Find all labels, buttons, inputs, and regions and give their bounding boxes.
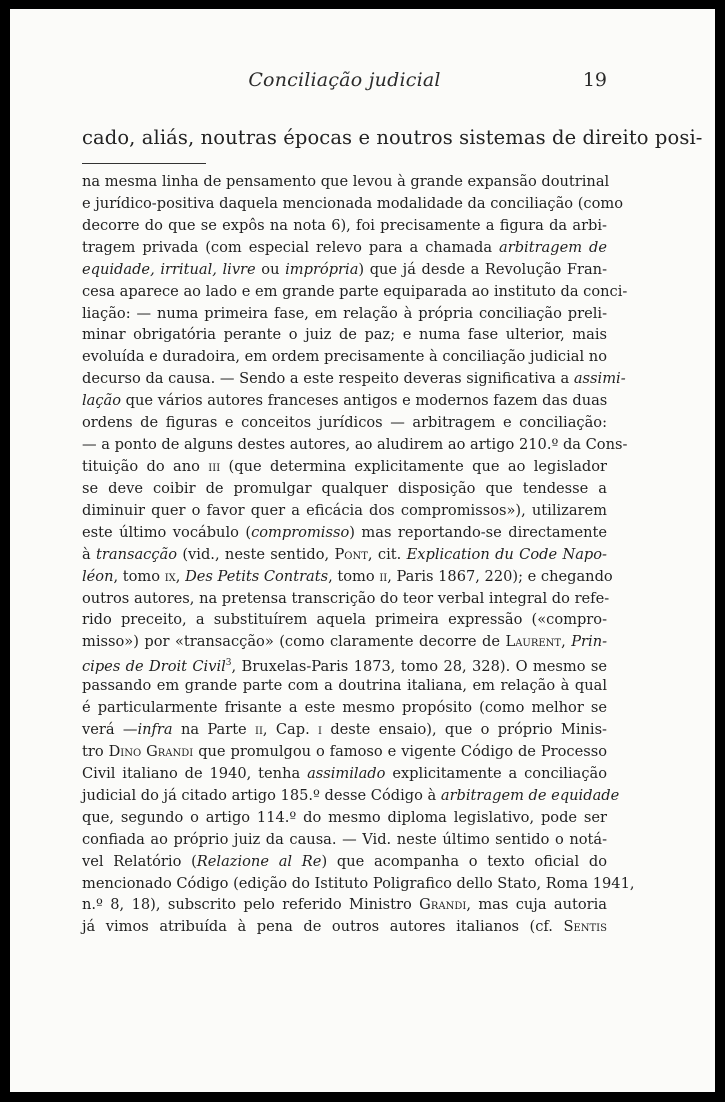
footnote-line: verá —infra na Parte ii, Cap. i deste ensaio), que o próprio Minis- (82, 721, 607, 739)
footnote-separator (82, 163, 206, 164)
footnote-line: léon, tomo ix, Des Petits Contrats, tomo ii, Paris 1867, 220); e chegando (82, 567, 613, 585)
footnote-line: rido preceito, a substituírem aquela primeira expressão («compro- (82, 611, 607, 629)
footnote-line: cipes de Droit Civil$^3$, Bruxelas-Paris 1873, tomo 28, 328). O mesmo se (82, 658, 607, 676)
main-text-line: cado, aliás, noutras épocas e noutros sistemas de direito posi- (82, 126, 703, 149)
footnote-line: na mesma linha de pensamento que levou à grande expansão doutrinal (82, 173, 610, 190)
footnote-line: outros autores, na pretensa transcrição do teor verbal integral do refe- (82, 589, 610, 607)
footnote-line: à transacção (vid., neste sentido, Pont, cit. Explication du Code Napo- (82, 545, 607, 563)
footnote-line: decurso da causa. — Sendo a este respeito deveras significativa a assimi- (82, 370, 626, 388)
book-page (10, 9, 715, 1092)
footnote-line: Civil italiano de 1940, tenha assimilado explicitamente a conciliação (82, 764, 608, 782)
running-head (82, 69, 607, 99)
footnote-line: passando em grande parte com a doutrina italiana, em relação à qual (82, 677, 607, 695)
footnote-line: n.º 8, 18), subscrito pelo referido Ministro Grandi, mas cuja autoria (82, 896, 607, 914)
footnote-line: este último vocábulo (compromisso) mas reportando-se directamente (82, 523, 607, 541)
footnote-line: já vimos atribuída à pena de outros autores italianos (cf. Sentis (82, 918, 607, 936)
footnote-line: se deve coibir de promulgar qualquer disposição que tendesse a (82, 479, 607, 497)
page-number: 19 (582, 69, 607, 91)
footnote-line: misso») por «transacção» (como claramente decorre de Laurent, Prin- (82, 633, 608, 651)
running-title: Conciliação judicial (248, 69, 441, 91)
footnote-line: tro Dino Grandi que promulgou o famoso e vigente Código de Processo (82, 742, 608, 760)
footnote-line: lação que vários autores franceses antigos e modernos fazem das duas (82, 392, 608, 410)
footnote-line: — a ponto de alguns destes autores, ao aludirem ao artigo 210.º da Cons- (82, 436, 628, 454)
footnote-line: judicial do já citado artigo 185.º desse Código à arbitragem de equidade (82, 786, 620, 804)
footnote-line: tituição do ano iii (que determina explicitamente que ao legislador (82, 457, 608, 475)
footnote-line: confiada ao próprio juiz da causa. — Vid. neste último sentido o notá- (82, 830, 607, 848)
footnote-line: equidade, irritual, livre ou imprópria) que já desde a Revolução Fran- (82, 260, 608, 278)
footnote-line: ordens de figuras e conceitos jurídicos — arbitragem e conciliação: (82, 414, 607, 432)
footnote-line: evoluída e duradoira, em ordem precisamente à conciliação judicial no (82, 348, 607, 366)
footnote-line: que, segundo o artigo 114.º do mesmo diploma legislativo, pode ser (82, 808, 607, 826)
footnote-line: liação: — numa primeira fase, em relação à própria conciliação preli- (82, 304, 607, 322)
footnote-line: mencionado Código (edição do Istituto Poligrafico dello Stato, Roma 1941, (82, 874, 635, 892)
footnote-line: tragem privada (com especial relevo para a chamada arbitragem de (82, 238, 607, 256)
footnote-line: e jurídico-positiva daquela mencionada modalidade da conciliação (como (82, 194, 624, 212)
footnote-line: é particularmente frisante a este mesmo propósito (como melhor se (82, 699, 607, 717)
footnote-line: diminuir quer o favor quer a eficácia dos compromissos»), utilizarem (82, 501, 607, 519)
footnote-line: minar obrigatória perante o juiz de paz; e numa fase ulterior, mais (82, 326, 607, 344)
footnote-line: decorre do que se expôs na nota 6), foi precisamente a figura da arbi- (82, 216, 607, 234)
footnote-line: vel Relatório (Relazione al Re) que acompanha o texto oficial do (82, 852, 607, 870)
footnote (82, 171, 635, 938)
footnote-line: cesa aparece ao lado e em grande parte equiparada ao instituto da conci- (82, 282, 628, 300)
